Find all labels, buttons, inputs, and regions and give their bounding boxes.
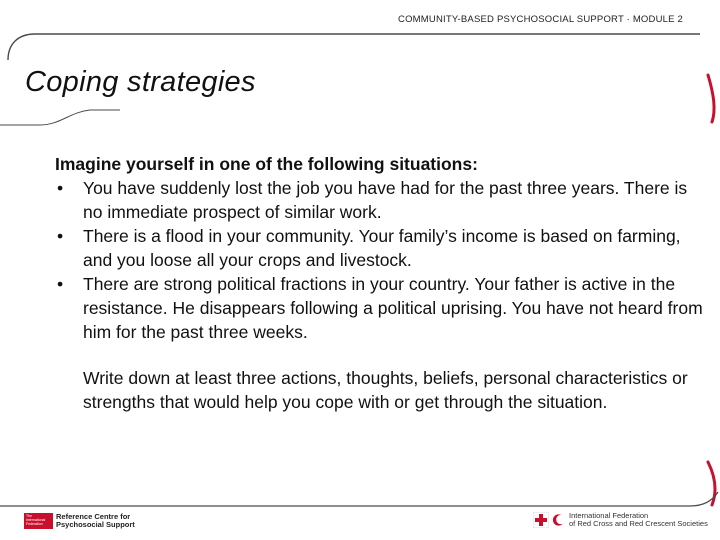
header-red-swoosh [708, 75, 714, 122]
bullet-icon: • [57, 226, 64, 246]
list-item-text: You have suddenly lost the job you have had for the past three years. There is no immediate prospect of similar work. [83, 178, 688, 222]
slide-title: Coping strategies [25, 66, 256, 98]
red-crescent-icon [552, 513, 565, 527]
title-underline [0, 110, 120, 125]
list-item [55, 176, 705, 224]
ifrc-logo [533, 512, 708, 528]
red-logo-box: The International Federation [24, 513, 53, 529]
bullet-icon: • [57, 178, 64, 198]
reference-centre-line2: Psychosocial Support [56, 520, 135, 529]
footer-line [0, 492, 718, 506]
reference-centre-text [56, 513, 135, 529]
list-item [55, 272, 705, 344]
list-item-text: There are strong political fractions in your country. Your father is active in the resistance. He disappears following a political uprising. You have not heard from him for the past three weeks. [83, 274, 703, 342]
bullet-icon: • [57, 274, 64, 294]
task-instruction: Write down at least three actions, thoughts, beliefs, personal characteristics or strengths that would help you cope with or get through the situation. [83, 368, 688, 412]
footer-red-swoosh [708, 462, 715, 505]
situation-list [55, 176, 705, 344]
list-item [55, 224, 705, 272]
ifrc-text [569, 512, 708, 528]
header-curve [8, 34, 35, 60]
red-cross-icon [533, 512, 549, 528]
list-item-text: There is a flood in your community. Your family’s income is based on farming, and you loose all your crops and livestock. [83, 226, 681, 270]
slide-body [55, 152, 705, 414]
ifrc-line1: International Federation [569, 511, 649, 520]
ifrc-line2: of Red Cross and Red Crescent Societies [569, 519, 708, 528]
reference-centre-logo [24, 513, 135, 529]
reference-centre-line1: Reference Centre for [56, 512, 131, 521]
intro-text: Imagine yourself in one of the following situations: [55, 154, 478, 174]
module-header: COMMUNITY-BASED PSYCHOSOCIAL SUPPORT · MODULE 2 [398, 14, 683, 25]
